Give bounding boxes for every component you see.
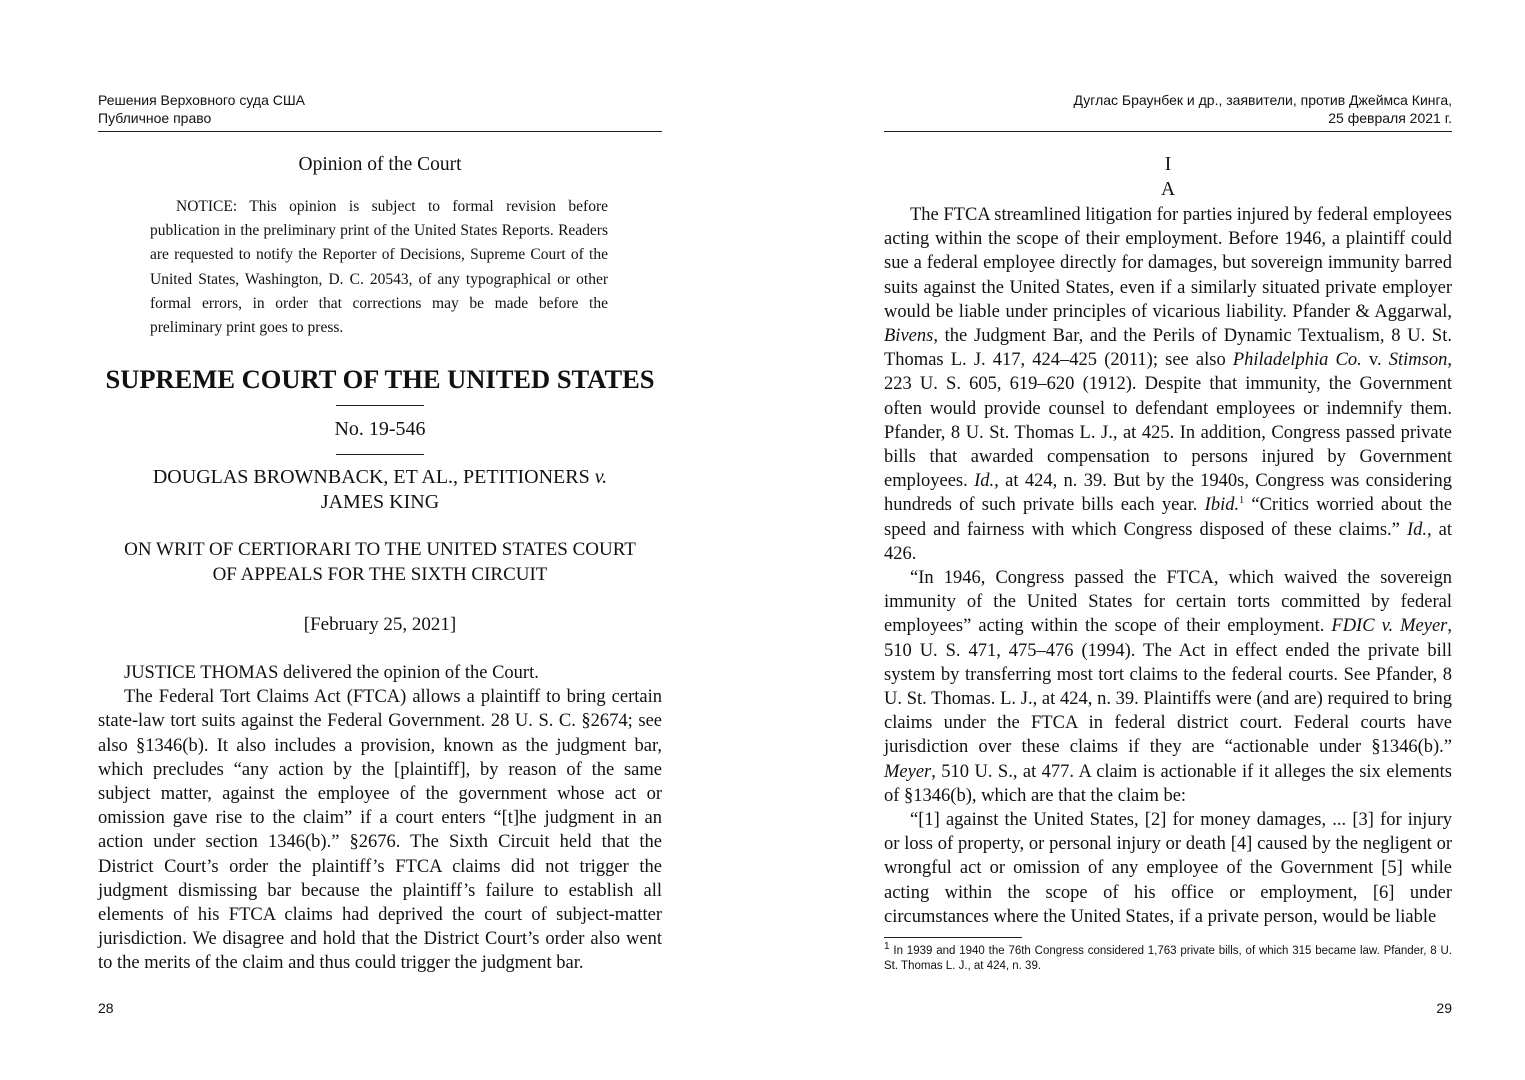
subpart-heading: A xyxy=(1160,179,1176,200)
page-number: 29 xyxy=(1436,1000,1452,1016)
header-section: Публичное право xyxy=(98,110,212,126)
case-parties xyxy=(98,465,662,514)
opinion-label: Opinion of the Court xyxy=(298,154,462,175)
running-header-left xyxy=(98,91,305,127)
parties-petitioners: DOUGLAS BROWNBACK, ET AL., PETITIONERS xyxy=(152,466,595,488)
right-page xyxy=(884,0,1452,1080)
running-header-right xyxy=(1074,91,1453,127)
left-page xyxy=(98,0,662,1080)
statute-quote: “[1] against the United States, [2] for money damages, ... [3] for injury or loss of property, or personal injury or death [4] caused by the negligent or wrongful act or omission of any employee of the Government [5] while acting within the scope of his office or employment, [6] under circumstances where the United States, if a private person, would be liable xyxy=(884,810,1452,927)
footnote xyxy=(884,941,1452,974)
footnote-text: In 1939 and 1940 the 76th Congress considered 1,763 private bills, of which 315 became law. Pfander, 8 U. St. Thomas L. J., at 424, n. 39. xyxy=(884,945,1452,972)
case-number: No. 19-546 xyxy=(334,418,426,440)
versus: v. xyxy=(594,466,608,488)
writ-line: ON WRIT OF CERTIORARI TO THE UNITED STATES COURT xyxy=(124,539,636,560)
notice-block xyxy=(150,195,608,340)
divider-dash xyxy=(98,405,662,406)
writ-heading xyxy=(98,538,662,587)
body-paragraph: The Federal Tort Claims Act (FTCA) allows a plaintiff to bring certain state-law tort suits against the Federal Government. 28 U. S. C. §2674; see also §1346(b). It also includes a provision, known as the judgment bar, which precludes “any action by the [plaintiff], by reason of the same subject matter, against the employee of the government whose act or omission gave rise to the claim” if a court enters “[t]he judgment in an action under section 1346(b).” §2676. The Sixth Circuit held that the District Court’s order the plaintiff’s FTCA claims did not trigger the judgment dismissing bar because the plaintiff’s failure to establish all elements of his FTCA claims had deprived the court of subject-matter jurisdiction. We disagree and hold that the District Court’s order also went to the merits of the claim and thus could trigger the judgment bar. xyxy=(98,687,662,974)
header-rule xyxy=(884,131,1452,132)
header-date: 25 февраля 2021 г. xyxy=(1328,110,1452,126)
opinion-body xyxy=(884,203,1452,929)
notice-text: NOTICE: This opinion is subject to formal revision before publication in the preliminary print of the United States Reports. Readers are requested to notify the Reporter of Decisions, Supreme Court of the United States, Washington, D. C. 20543, of any typographical or other formal errors, in order that corrections may be made before the preliminary print goes to press. xyxy=(150,198,608,337)
footnote-marker: 1 xyxy=(1239,495,1245,507)
footnote-rule xyxy=(884,937,1022,938)
footnote-number: 1 xyxy=(884,941,890,953)
page-number: 28 xyxy=(98,1000,114,1016)
court-title: SUPREME COURT OF THE UNITED STATES xyxy=(105,364,655,394)
header-case-title: Дуглас Браунбек и др., заявители, против Джеймса Кинга, xyxy=(1073,92,1452,108)
body-paragraph: The FTCA streamlined litigation for parties injured by federal employees acting within the scope of their employment. Before 1946, a plaintiff could sue a federal employee directly for damages, but sovereign immunity barred suits against the United States, even if a similarly situated private employer would be liable under principles of vicarious liability. Pfander & Aggarwal, Bivens, the Judgment Bar, and the Perils of Dynamic Textualism, 8 U. St. Thomas L. J. 417, 424–425 (2011); see also Philadelphia Co. v. Stimson, 223 U. S. 605, 619–620 (1912). Despite that immunity, the Government often would provide counsel to defendant employees or indemnify them. Pfander, 8 U. St. Thomas L. J., at 425. In addition, Congress passed private bills that awarded compensation to persons injured by Government employees. Id., at 424, n. 39. But by the 1940s, Congress was considering hundreds of such private bills each year. Ibid.$^1$ “Critics worried about the speed and fairness with which Congress disposed of these claims.” Id., at 426. xyxy=(884,205,1453,564)
header-book-title: Решения Верховного суда США xyxy=(98,92,306,108)
body-paragraph: “In 1946, Congress passed the FTCA, which waived the sovereign immunity of the United States for certain torts committed by federal employees” acting within the scope of their employment. FDIC v. Meyer, 510 U. S. 471, 475–476 (1994). The Act in effect ended the private bill system by transferring most tort claims to the federal courts. See Pfander, 8 U. St. Thomas. L. J., at 424, n. 39. Plaintiffs were (and are) required to bring claims under the FTCA in federal district court. Federal courts have jurisdiction over these claims if they are “actionable under §1346(b).” Meyer, 510 U. S., at 477. A claim is actionable if it alleges the six elements of §1346(b), which are that the claim be: xyxy=(884,568,1452,806)
parties-respondent: JAMES KING xyxy=(320,490,440,513)
part-heading: I xyxy=(1164,154,1172,175)
divider-dash xyxy=(98,454,662,455)
header-rule xyxy=(98,131,662,132)
opinion-opening: JUSTICE THOMAS delivered the opinion of the Court. xyxy=(124,663,539,683)
writ-line: OF APPEALS FOR THE SIXTH CIRCUIT xyxy=(212,563,548,585)
decision-date: [February 25, 2021] xyxy=(303,614,457,635)
opinion-body xyxy=(98,661,662,976)
